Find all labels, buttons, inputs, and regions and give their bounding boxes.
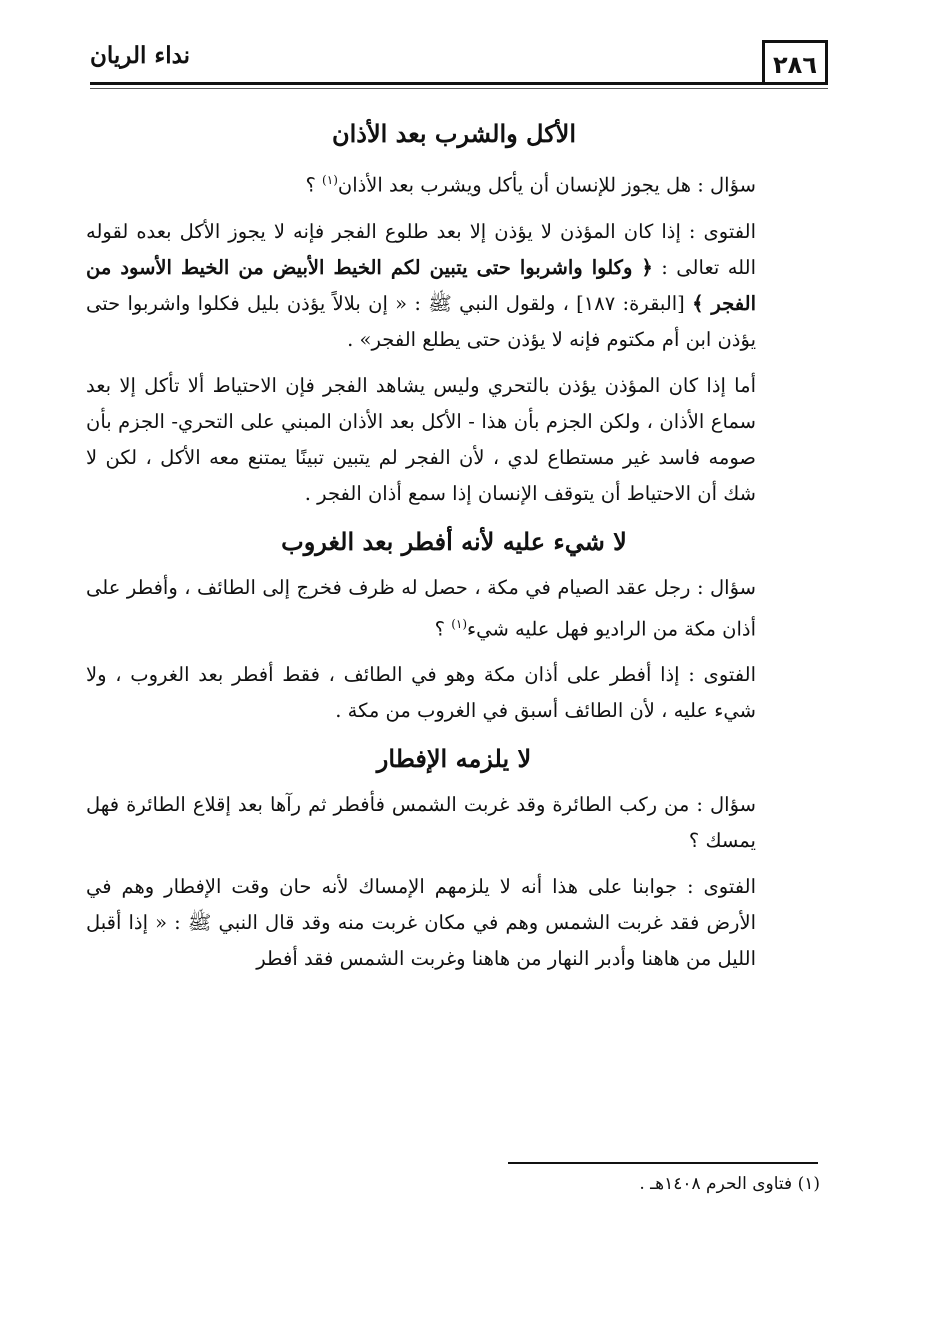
page-content [86,104,822,987]
section-heading: لا شيء عليه لأنه أفطر بعد الغروب [281,526,627,556]
header-rule-thin [90,88,828,89]
section-heading: لا يلزمه الإفطار [376,744,532,773]
answer-paragraph [86,214,822,358]
question-mark: ؟ [305,173,323,197]
page-number: ٢٨٦ [762,40,828,84]
answer-text-continued: [البقرة: ١٨٧] ، ولقول النبي ﷺ : « إن بلالاً يؤذن بليل فكلوا واشربوا حتى يؤذن ابن أم مكتوم فإنه لا يؤذن حتى يطلع الفجر» . [86,291,756,351]
question-paragraph [86,162,822,204]
footnote: (١) فتاوى الحرم ١٤٠٨هـ . [639,1174,820,1194]
answer-text: الفتوى : إذا كان المؤذن لا يؤذن إلا بعد طلوع الفجر فإنه لا يجوز الأكل بعده لقوله الله تعالى : [86,219,756,279]
footnote-rule [508,1162,818,1164]
page-header [90,34,828,94]
footnote-marker: (١) [322,173,338,187]
header-rule [90,82,828,85]
running-title: نداء الريان [90,42,191,69]
answer-paragraph: الفتوى : جوابنا على هذا أنه لا يلزمهم الإمساك لأنه حان وقت الإفطار وهم في الأرض فقد غربت الشمس وهم في مكان غربت منه وقد قال النبي ﷺ : « إذا أقبل الليل من هاهنا وأدبر النهار من هاهنا وغربت الشمس فقد أفطر [86,875,756,970]
section-heading: الأكل والشرب بعد الأذان [331,119,577,148]
question-paragraph: سؤال : من ركب الطائرة وقد غربت الشمس فأفطر ثم رآها بعد إقلاع الطائرة فهل يمسك ؟ [86,793,756,852]
footnote-marker: (١) [451,616,468,631]
question-paragraph [86,570,822,648]
question-mark: ؟ [434,617,452,640]
answer-paragraph-2: أما إذا كان المؤذن يؤذن بالتحري وليس يشاهد الفجر فإن الاحتياط ألا تأكل إلا بعد سماع الأذان ، ولكن الجزم بأن هذا - الأكل بعد الأذان المبني على التحري- الجزم بأن صومه فاسد غير مستطاع لدي ، لأن الفجر لم يتبين تبينًا يمتنع معه الأكل ، لكن لا شك أن الاحتياط أن يتوقف الإنسان إذا سمع أذان الفجر . [86,373,756,505]
question-text: سؤال : رجل عقد الصيام في مكة ، حصل له ظرف فخرج إلى الطائف ، وأفطر على أذان مكة من الراديو فهل عليه شيء [86,575,756,640]
question-text: سؤال : هل يجوز للإنسان أن يأكل ويشرب بعد الأذان [337,173,756,197]
answer-paragraph: الفتوى : إذا أفطر على أذان مكة وهو في الطائف ، فقط أفطر بعد الغروب ، ولا شيء عليه ، لأن الطائف أسبق في الغروب من مكة . [86,663,756,722]
quran-verse: ﴿ وكلوا واشربوا حتى يتبين لكم الخيط الأبيض من الخيط الأسود من الفجر ﴾ [86,255,756,315]
